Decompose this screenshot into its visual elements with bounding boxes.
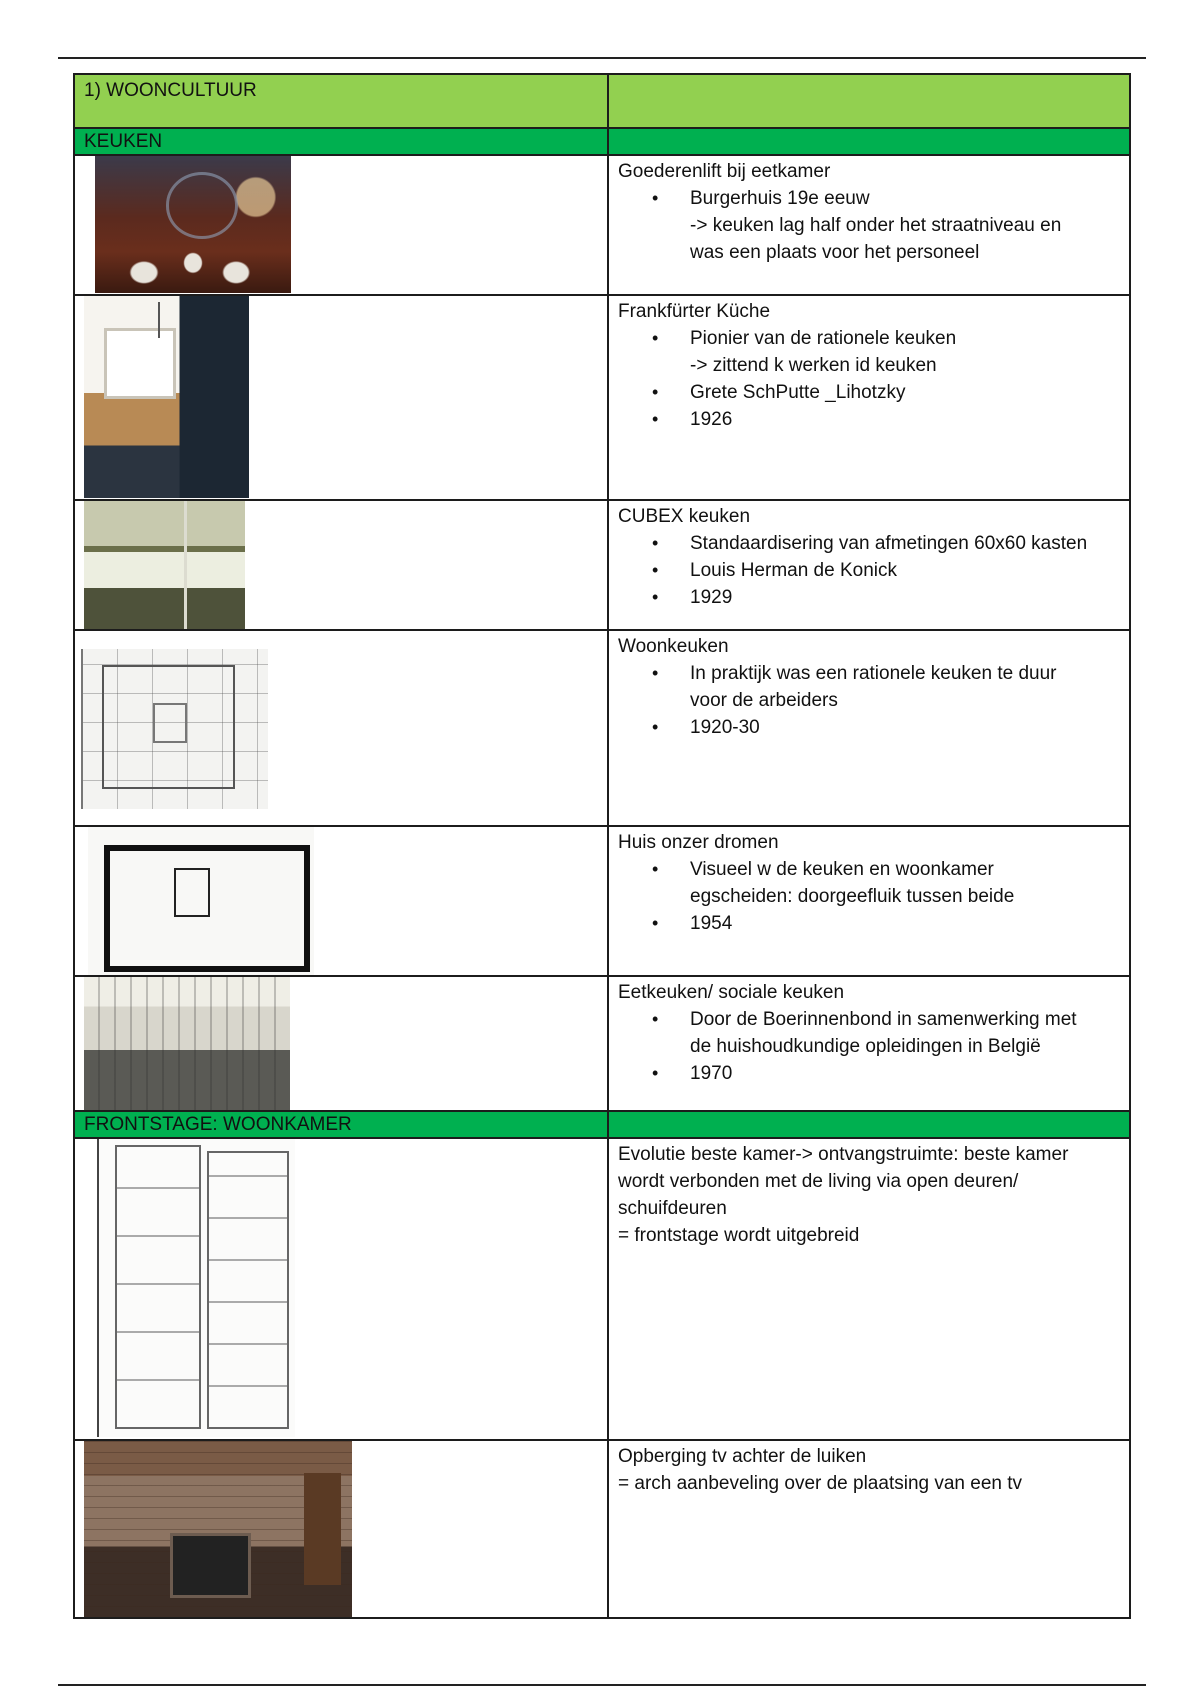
text-cell [608, 500, 1130, 630]
section-heading: FRONTSTAGE: WOONKAMER [84, 1114, 352, 1135]
list-item [618, 660, 1120, 714]
bullet-line: • 1970 [690, 1063, 733, 1084]
list-item [618, 406, 1120, 433]
row-title: Huis onzer dromen [618, 832, 779, 853]
section-heading-cell [74, 128, 608, 155]
dining-room-photo [95, 156, 291, 293]
bullet-line: • 1929 [690, 587, 733, 608]
text-cell [608, 630, 1130, 826]
list-item [618, 325, 1120, 379]
list-item [618, 557, 1120, 584]
title-cell-empty [608, 74, 1130, 128]
image-cell [74, 630, 608, 826]
text-cell [608, 1138, 1130, 1440]
bullet-line: • 1926 [690, 409, 733, 430]
bullet-list [618, 530, 1120, 611]
text-cell [608, 976, 1130, 1111]
table-row [74, 630, 1130, 826]
table-row [74, 500, 1130, 630]
content-table [73, 73, 1131, 1619]
bullet-line: was een plaats voor het personeel [690, 242, 980, 263]
bullet-line: • Visueel w de keuken en woonkamer [690, 859, 994, 880]
bullet-line: de huishoudkundige opleidingen in België [690, 1036, 1041, 1057]
text-line: = arch aanbeveling over de plaatsing van een tv [618, 1473, 1023, 1494]
woonkeuken-floorplan [81, 649, 268, 809]
text-cell [608, 155, 1130, 295]
bullet-line: • 1954 [690, 913, 733, 934]
house-floorplans [97, 1139, 295, 1437]
image-cell [74, 155, 608, 295]
bullet-line: • In praktijk was een rationele keuken te duur [690, 663, 1057, 684]
list-item [618, 1060, 1120, 1087]
text-cell [608, 1440, 1130, 1618]
list-item [618, 856, 1120, 910]
text-line: Opberging tv achter de luiken [618, 1446, 867, 1467]
footer-rule [58, 1684, 1146, 1686]
section-heading-cell-empty [608, 128, 1130, 155]
row-title: Goederenlift bij eetkamer [618, 161, 831, 182]
cubex-kitchen-photo [84, 501, 245, 629]
bullet-list [618, 325, 1120, 433]
huis-onzer-dromen-floorplan [88, 827, 314, 975]
title-cell [74, 74, 608, 128]
bullet-line: • Standaardisering van afmetingen 60x60 kasten [690, 533, 1088, 554]
bullet-line: • 1920-30 [690, 717, 760, 738]
bullet-line: • Pionier van de rationele keuken [690, 328, 957, 349]
text-line: wordt verbonden met de living via open deuren/ [618, 1171, 1019, 1192]
header-rule [58, 57, 1146, 59]
table-row [74, 1440, 1130, 1618]
section-heading-cell [74, 1111, 608, 1138]
bullet-line: • Grete SchPutte _Lihotzky [690, 382, 906, 403]
list-item [618, 379, 1120, 406]
table-row [74, 155, 1130, 295]
row-title: Woonkeuken [618, 636, 729, 657]
table-row [74, 976, 1130, 1111]
bullet-list [618, 185, 1120, 266]
list-item [618, 714, 1120, 741]
row-title: Eetkeuken/ sociale keuken [618, 982, 845, 1003]
table-row [74, 826, 1130, 976]
list-item [618, 584, 1120, 611]
image-cell [74, 1440, 608, 1618]
row-title: Frankfürter Küche [618, 301, 771, 322]
bullet-list [618, 1006, 1120, 1087]
bullet-line: egscheiden: doorgeefluik tussen beide [690, 886, 1015, 907]
list-item [618, 910, 1120, 937]
image-cell [74, 295, 608, 500]
fireplace-tv-photo [84, 1441, 352, 1617]
list-item [618, 185, 1120, 266]
text-line: schuifdeuren [618, 1198, 727, 1219]
section-row-woonkamer [74, 1111, 1130, 1138]
bullet-line: • Burgerhuis 19e eeuw [690, 188, 870, 209]
eetkeuken-photo [84, 977, 290, 1110]
bullet-line: -> keuken lag half onder het straatniveau en [690, 215, 1062, 236]
image-cell [74, 976, 608, 1111]
bullet-list [618, 856, 1120, 937]
bullet-line: • Louis Herman de Konick [690, 560, 897, 581]
text-line: = frontstage wordt uitgebreid [618, 1225, 860, 1246]
text-cell [608, 826, 1130, 976]
image-cell [74, 826, 608, 976]
text-cell [608, 295, 1130, 500]
section-row-keuken [74, 128, 1130, 155]
bullet-list [618, 660, 1120, 741]
table-row [74, 295, 1130, 500]
image-cell [74, 1138, 608, 1440]
bullet-line: voor de arbeiders [690, 690, 838, 711]
title-row [74, 74, 1130, 128]
section-heading-cell-empty [608, 1111, 1130, 1138]
table-row [74, 1138, 1130, 1440]
bullet-line: • Door de Boerinnenbond in samenwerking met [690, 1009, 1077, 1030]
image-cell [74, 500, 608, 630]
text-line: Evolutie beste kamer-> ontvangstruimte: beste kamer [618, 1144, 1069, 1165]
doc-title: 1) WOONCULTUUR [84, 80, 257, 101]
list-item [618, 1006, 1120, 1060]
row-title: CUBEX keuken [618, 506, 751, 527]
frankfurt-kitchen-photo [84, 296, 249, 498]
section-heading: KEUKEN [84, 131, 163, 152]
bullet-line: -> zittend k werken id keuken [690, 355, 937, 376]
list-item [618, 530, 1120, 557]
